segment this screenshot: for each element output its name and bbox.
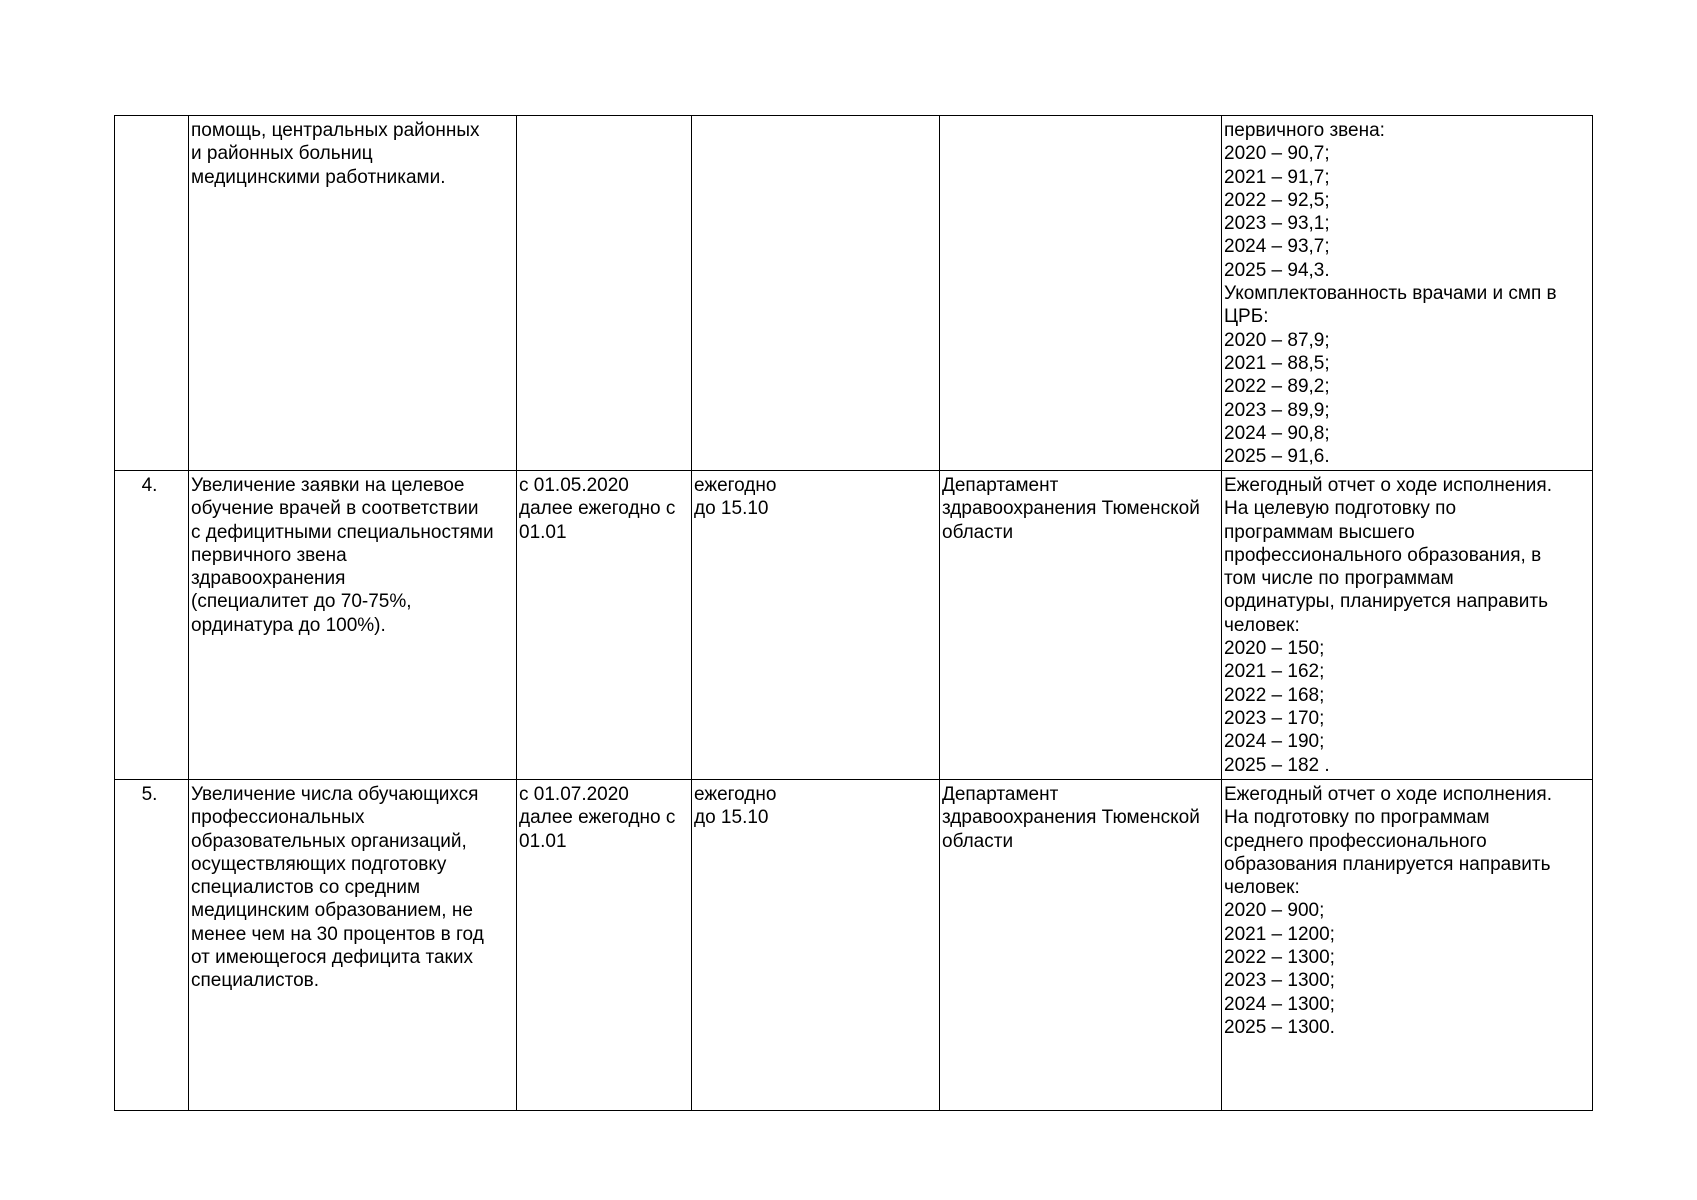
- result-line: 2022 – 92,5;: [1224, 189, 1330, 211]
- result-cell: [1222, 780, 1593, 1111]
- end-date-cell: [692, 116, 940, 471]
- result-line: первичного звена:: [1224, 120, 1385, 141]
- executor-cell: [940, 471, 1222, 780]
- result-line: 2024 – 90,8;: [1224, 422, 1330, 444]
- result-line: том числе по программам: [1224, 568, 1454, 590]
- result-line: ординатуры, планируется направить: [1224, 591, 1548, 613]
- result-line: 2021 – 88,5;: [1224, 352, 1330, 374]
- result-line: 2023 – 170;: [1224, 707, 1325, 729]
- result-line: 2025 – 1300.: [1224, 1016, 1335, 1038]
- result-line: 2023 – 89,9;: [1224, 399, 1330, 421]
- result-line: 2024 – 190;: [1224, 731, 1325, 753]
- result-line: профессионального образования, в: [1224, 544, 1542, 566]
- result-line: 2021 – 1200;: [1224, 923, 1335, 945]
- result-line: 2024 – 93,7;: [1224, 236, 1330, 258]
- end-date-text: ежегодно до 15.10: [694, 784, 777, 829]
- start-date-cell: [517, 780, 692, 1111]
- result-line: 2022 – 168;: [1224, 684, 1325, 706]
- result-line: человек:: [1224, 614, 1300, 636]
- measure-text: Увеличение заявки на целевое обучение врачей в соответствии с дефицитными специальностями первичного звена здравоохранения (специалитет до 70-75%, ординатура до 100%).: [191, 475, 494, 636]
- start-date-text: с 01.07.2020 далее ежегодно с 01.01: [519, 784, 676, 852]
- result-line: На подготовку по программам: [1224, 807, 1490, 829]
- row-number: 4.: [115, 471, 189, 780]
- executor-cell: [940, 780, 1222, 1111]
- measure-text: Увеличение числа обучающихся профессиональных образовательных организаций, осуществляющих подготовку специалистов со средним медицинским образованием, не менее чем на 30 процентов в год от имеющегося дефицита таких специалистов.: [191, 784, 484, 992]
- result-line: 2020 – 90,7;: [1224, 143, 1330, 165]
- result-line: человек:: [1224, 877, 1300, 899]
- start-date-cell: [517, 471, 692, 780]
- table-row: [115, 780, 1593, 1111]
- result-cell: [1222, 471, 1593, 780]
- result-line: 2022 – 89,2;: [1224, 376, 1330, 398]
- table-row: [115, 471, 1593, 780]
- row-number: [115, 116, 189, 471]
- result-line: программам высшего: [1224, 521, 1415, 543]
- end-date-text: ежегодно до 15.10: [694, 475, 777, 520]
- result-line: 2021 – 91,7;: [1224, 166, 1330, 188]
- result-line: ЦРБ:: [1224, 306, 1269, 328]
- result-line: 2023 – 1300;: [1224, 970, 1335, 992]
- result-line: 2025 – 182 .: [1224, 754, 1330, 776]
- measure-text: помощь, центральных районных и районных больниц медицинскими работниками.: [191, 120, 480, 188]
- table-row: [115, 116, 1593, 471]
- executor-cell: [940, 116, 1222, 471]
- result-line: Ежегодный отчет о ходе исполнения.: [1224, 784, 1552, 805]
- measures-table: [114, 115, 1593, 1111]
- result-line: Укомплектованность врачами и смп в: [1224, 283, 1557, 305]
- result-line: 2024 – 1300;: [1224, 993, 1335, 1015]
- result-line: образования планируется направить: [1224, 853, 1551, 875]
- end-date-cell: [692, 471, 940, 780]
- executor-text: Департамент здравоохранения Тюменской области: [942, 784, 1200, 852]
- result-line: 2022 – 1300;: [1224, 947, 1335, 969]
- result-line: Ежегодный отчет о ходе исполнения.: [1224, 475, 1552, 496]
- start-date-cell: [517, 116, 692, 471]
- end-date-cell: [692, 780, 940, 1111]
- start-date-text: с 01.05.2020 далее ежегодно с 01.01: [519, 475, 676, 543]
- result-line: 2025 – 91,6.: [1224, 446, 1330, 468]
- measure-cell: [189, 471, 517, 780]
- row-number: 5.: [115, 780, 189, 1111]
- result-line: На целевую подготовку по: [1224, 498, 1457, 520]
- result-line: 2020 – 900;: [1224, 900, 1325, 922]
- result-line: 2023 – 93,1;: [1224, 213, 1330, 235]
- executor-text: Департамент здравоохранения Тюменской области: [942, 475, 1200, 543]
- result-line: 2020 – 87,9;: [1224, 329, 1330, 351]
- measure-cell: [189, 780, 517, 1111]
- result-line: среднего профессионального: [1224, 830, 1487, 852]
- result-line: 2021 – 162;: [1224, 661, 1325, 683]
- measure-cell: [189, 116, 517, 471]
- result-line: 2020 – 150;: [1224, 638, 1325, 660]
- result-cell: [1222, 116, 1593, 471]
- result-line: 2025 – 94,3.: [1224, 259, 1330, 281]
